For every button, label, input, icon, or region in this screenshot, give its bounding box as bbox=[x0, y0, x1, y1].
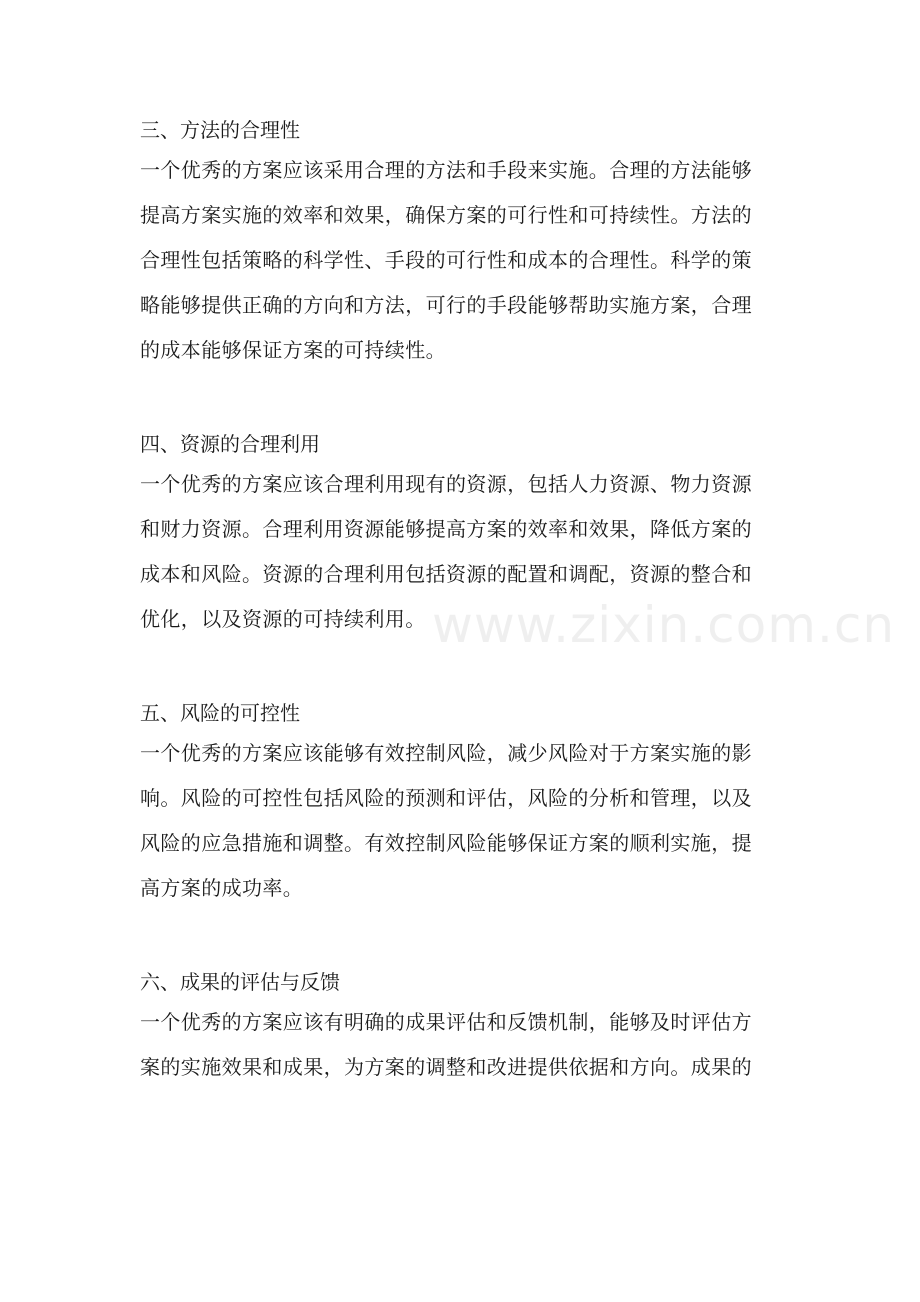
paragraph-line: 的成本能够保证方案的可持续性。 bbox=[140, 338, 446, 362]
section-heading: 三、方法的合理性 bbox=[140, 118, 300, 142]
watermark-text: www.zixin.com.cn bbox=[432, 596, 896, 654]
section-resource-utilization bbox=[140, 426, 785, 637]
section-risk-control bbox=[140, 695, 785, 906]
paragraph-line: 优化，以及资源的可持续利用。 bbox=[140, 607, 426, 631]
paragraph-line: 一个优秀的方案应该采用合理的方法和手段来实施。合理的方法能够 bbox=[140, 158, 752, 182]
section-heading: 四、资源的合理利用 bbox=[140, 432, 320, 456]
paragraph-line: 案的实施效果和成果，为方案的调整和改进提供依据和方向。成果的 bbox=[140, 1055, 752, 1079]
paragraph-line: 略能够提供正确的方向和方法，可行的手段能够帮助实施方案，合理 bbox=[140, 293, 752, 317]
paragraph-line: 和财力资源。合理利用资源能够提高方案的效率和效果，降低方案的 bbox=[140, 517, 752, 541]
paragraph-line: 一个优秀的方案应该能够有效控制风险，减少风险对于方案实施的影 bbox=[140, 741, 752, 765]
paragraph-line: 一个优秀的方案应该合理利用现有的资源，包括人力资源、物力资源 bbox=[140, 472, 752, 496]
paragraph-line: 风险的应急措施和调整。有效控制风险能够保证方案的顺利实施，提 bbox=[140, 831, 752, 855]
section-heading: 五、风险的可控性 bbox=[140, 701, 300, 725]
section-method-rationality bbox=[140, 112, 785, 368]
paragraph-line: 一个优秀的方案应该有明确的成果评估和反馈机制，能够及时评估方 bbox=[140, 1010, 752, 1034]
document-content bbox=[140, 112, 785, 1143]
paragraph-line: 成本和风险。资源的合理利用包括资源的配置和调配，资源的整合和 bbox=[140, 562, 752, 586]
section-heading: 六、成果的评估与反馈 bbox=[140, 970, 340, 994]
paragraph-line: 合理性包括策略的科学性、手段的可行性和成本的合理性。科学的策 bbox=[140, 248, 752, 272]
paragraph-line: 提高方案实施的效率和效果，确保方案的可行性和可持续性。方法的 bbox=[140, 203, 752, 227]
section-results-evaluation bbox=[140, 964, 785, 1085]
paragraph-line: 响。风险的可控性包括风险的预测和评估，风险的分析和管理，以及 bbox=[140, 786, 752, 810]
paragraph-line: 高方案的成功率。 bbox=[140, 876, 304, 900]
